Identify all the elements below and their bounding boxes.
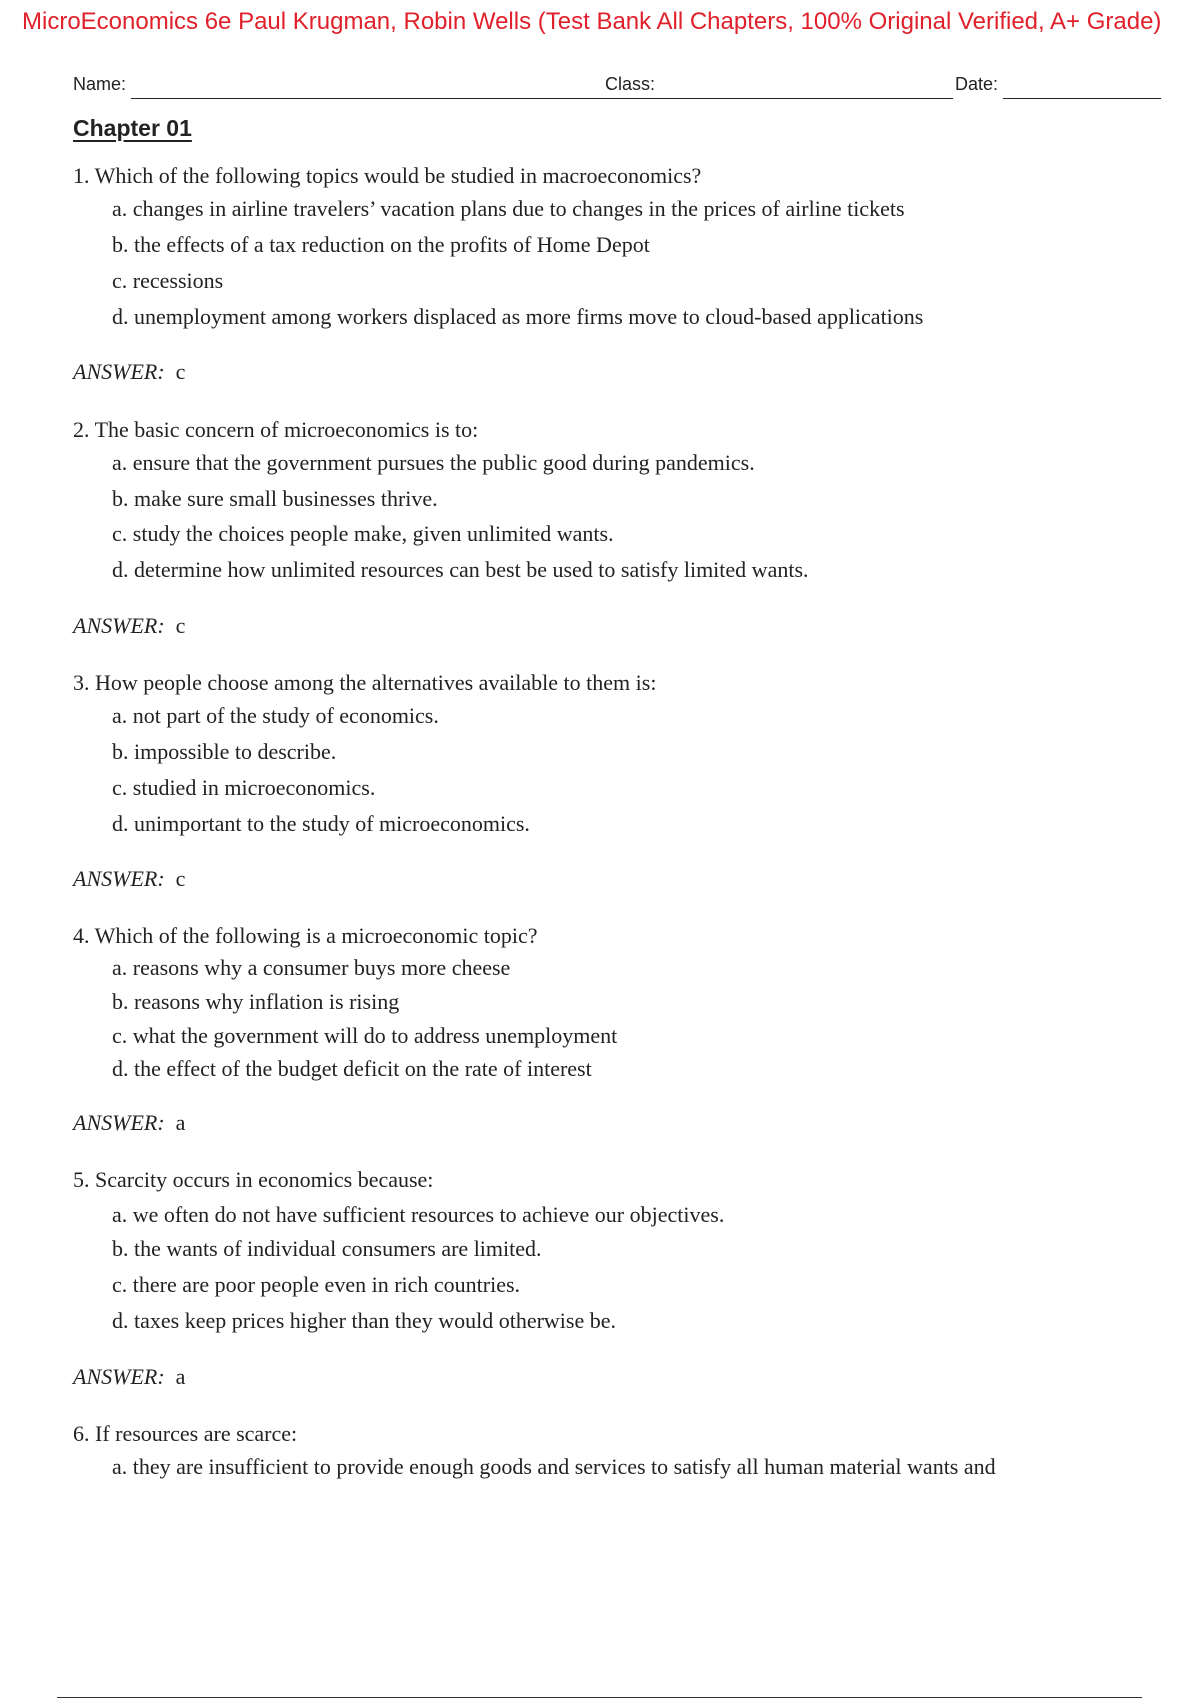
name-label: Name:: [73, 74, 127, 94]
answer-value: c: [175, 613, 186, 638]
answer-value: c: [175, 359, 186, 384]
name-field-line[interactable]: [131, 98, 671, 99]
answer-label: ANSWER:: [73, 613, 165, 638]
question-2-option-d: d. determine how unlimited resources can best be used to satisfy limited wants.: [112, 557, 809, 582]
chapter-heading: Chapter 01: [73, 115, 192, 141]
question-4-option-a: a. reasons why a consumer buys more cheese: [112, 955, 511, 980]
question-5-text: 5. Scarcity occurs in economics because:: [73, 1167, 434, 1192]
answer-label: ANSWER:: [73, 866, 165, 891]
question-1-option-a: a. changes in airline travelers’ vacation plans due to changes in the prices of airline tickets: [112, 196, 905, 221]
date-label: Date:: [955, 74, 999, 94]
question-6-option-a: a. they are insufficient to provide enough goods and services to satisfy all human material wants and: [112, 1454, 996, 1479]
question-4-answer: [73, 1110, 185, 1136]
question-5-option-d: d. taxes keep prices higher than they would otherwise be.: [112, 1308, 617, 1333]
question-1-option-b: b. the effects of a tax reduction on the profits of Home Depot: [112, 232, 650, 257]
question-1-answer: [73, 359, 185, 385]
question-1-option-c: c. recessions: [112, 268, 224, 293]
answer-value: a: [175, 1364, 186, 1389]
question-6-text: 6. If resources are scarce:: [73, 1421, 298, 1446]
question-3-option-d: d. unimportant to the study of microeconomics.: [112, 811, 530, 836]
question-3-option-c: c. studied in microeconomics.: [112, 775, 376, 800]
question-4-option-c: c. what the government will do to address unemployment: [112, 1023, 618, 1048]
question-4-option-b: b. reasons why inflation is rising: [112, 989, 400, 1014]
question-2-answer: [73, 613, 185, 639]
footer-rule: [57, 1697, 1142, 1698]
document-banner-title: MicroEconomics 6e Paul Krugman, Robin Wells (Test Bank All Chapters, 100% Original Verified, A+ Grade): [22, 8, 1162, 35]
class-label: Class:: [605, 74, 656, 94]
question-1-option-d: d. unemployment among workers displaced as more firms move to cloud-based applications: [112, 304, 924, 329]
question-3-option-b: b. impossible to describe.: [112, 739, 337, 764]
question-2-option-c: c. study the choices people make, given unlimited wants.: [112, 521, 614, 546]
answer-value: a: [175, 1110, 186, 1135]
question-3-option-a: a. not part of the study of economics.: [112, 703, 439, 728]
question-4-text: 4. Which of the following is a microeconomic topic?: [73, 923, 538, 948]
question-2-option-b: b. make sure small businesses thrive.: [112, 486, 438, 511]
question-5-option-b: b. the wants of individual consumers are limited.: [112, 1236, 542, 1261]
question-1-text: 1. Which of the following topics would be studied in macroeconomics?: [73, 163, 702, 188]
answer-label: ANSWER:: [73, 1364, 165, 1389]
question-3-answer: [73, 866, 185, 892]
answer-value: c: [175, 866, 186, 891]
question-3-text: 3. How people choose among the alternatives available to them is:: [73, 670, 657, 695]
question-2-text: 2. The basic concern of microeconomics is to:: [73, 417, 479, 442]
question-5-answer: [73, 1364, 185, 1390]
question-5-option-c: c. there are poor people even in rich countries.: [112, 1272, 521, 1297]
student-info-fields: [73, 72, 1161, 102]
date-field-line[interactable]: [1003, 98, 1161, 99]
question-2-option-a: a. ensure that the government pursues the public good during pandemics.: [112, 450, 755, 475]
class-field-line[interactable]: [660, 98, 953, 99]
question-5-option-a: a. we often do not have sufficient resources to achieve our objectives.: [112, 1202, 725, 1227]
answer-label: ANSWER:: [73, 1110, 165, 1135]
question-4-option-d: d. the effect of the budget deficit on the rate of interest: [112, 1056, 592, 1081]
answer-label: ANSWER:: [73, 359, 165, 384]
